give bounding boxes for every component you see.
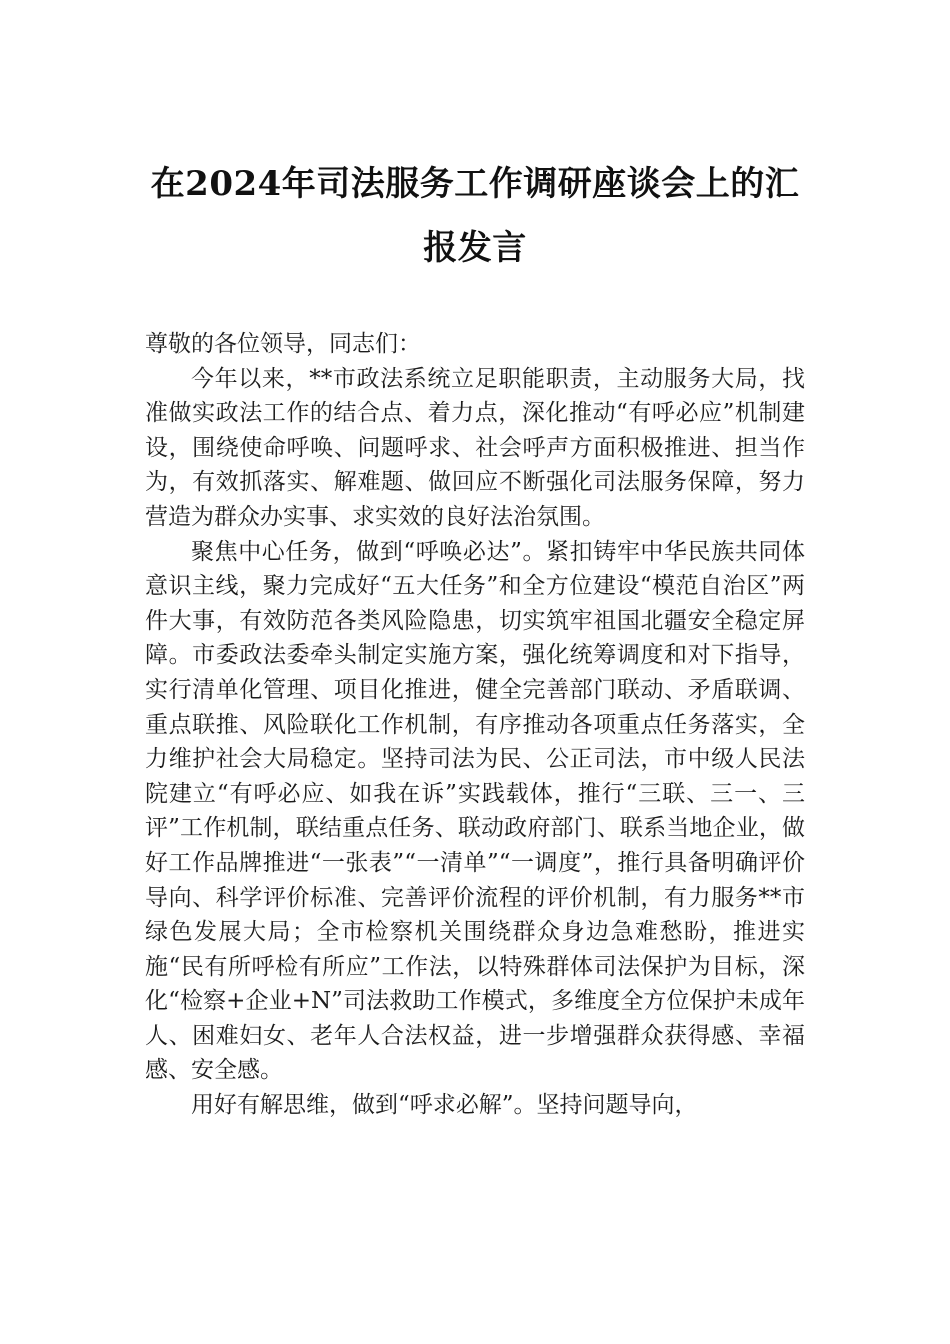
document-body xyxy=(145,327,805,1123)
paragraph-intro: 今年以来，**市政法系统立足职能职责，主动服务大局，找准做实政法工作的结合点、着力点，深化推动“有呼必应”机制建设，围绕使命呼唤、问题呼求、社会呼声方面积极推进、担当作为，有效抓落实、解难题、做回应不断强化司法服务保障，努力营造为群众办实事、求实效的良好法治氛围。 xyxy=(145,365,805,530)
paragraph-focus-center: 聚焦中心任务，做到“呼唤必达”。紧扣铸牢中华民族共同体意识主线，聚力完成好“五大任务”和全方位建设“模范自治区”两件大事，有效防范各类风险隐患，切实筑牢祖国北疆安全稳定屏障。市委政法委牵头制定实施方案，强化统筹调度和对下指导，实行清单化管理、项目化推进，健全完善部门联动、矛盾联调、重点联推、风险联化工作机制，有序推动各项重点任务落实，全力维护社会大局稳定。坚持司法为民、公正司法，市中级人民法院建立“有呼必应、如我在诉”实践载体，推行“三联、三一、三评”工作机制，联结重点任务、联动政府部门、联系当地企业，做好工作品牌推进“一张表”“一清单”“一调度”，推行具备明确评价导向、科学评价标准、完善评价流程的评价机制，有力服务**市绿色发展大局；全市检察机关围绕群众身边急难愁盼，推进实施“民有所呼检有所应”工作法，以特殊群体司法保护为目标，深化“检察+企业+N”司法救助工作模式，多维度全方位保护未成年人、困难妇女、老年人合法权益，进一步增强群众获得感、幸福感、安全感。 xyxy=(145,538,805,1084)
salutation: 尊敬的各位领导，同志们： xyxy=(145,331,421,357)
paragraph-problem-solving: 用好有解思维，做到“呼求必解”。坚持问题导向， xyxy=(191,1092,698,1119)
document-title: 在2024年司法服务工作调研座谈会上的汇报发言 xyxy=(150,164,800,268)
